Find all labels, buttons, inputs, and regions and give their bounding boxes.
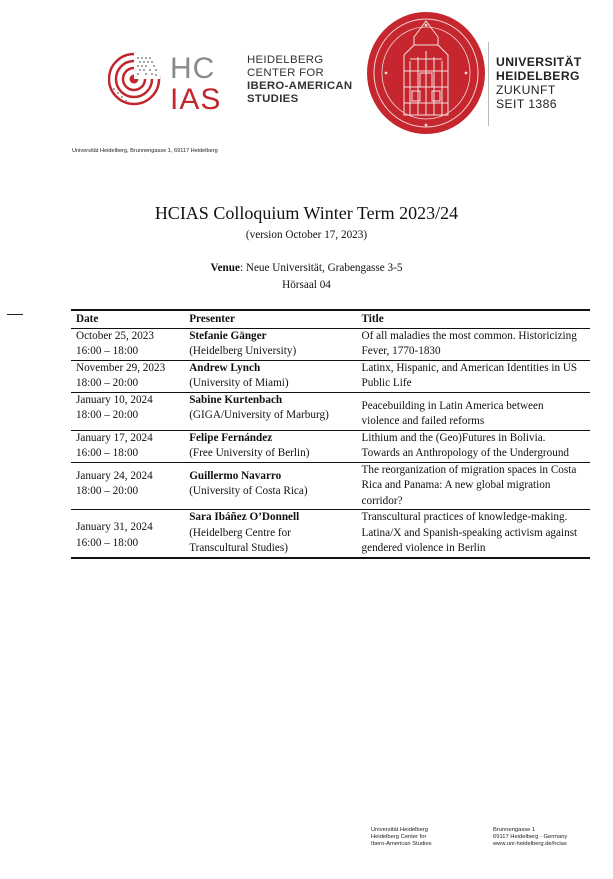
talk-title: Peacebuilding in Latin America between: [361, 399, 544, 412]
table-row: [71, 462, 590, 510]
footer-line: Heidelberg Center for: [371, 834, 427, 840]
table-header-row: [71, 310, 590, 328]
presenter-cell: [184, 462, 356, 510]
talk-title: Lithium and the (Geo)Futures in Bolivia.: [361, 431, 546, 444]
footer-address: [493, 827, 567, 848]
hcias-name-line: STUDIES: [247, 93, 299, 105]
presenter-affiliation: (University of Miami): [189, 377, 289, 389]
talk-title: corridor?: [361, 494, 403, 507]
talk-title: Fever, 1770-1830: [361, 345, 441, 357]
time: 16:00 – 18:00: [76, 447, 139, 459]
presenter-affiliation: (GIGA/University of Marburg): [189, 409, 329, 421]
presenter-cell: [184, 510, 356, 558]
presenter-affiliation: (Free University of Berlin): [189, 447, 310, 459]
talk-title: Transcultural practices of knowledge-making.: [361, 511, 568, 523]
time: 18:00 – 20:00: [76, 377, 139, 389]
footer-line: Brunnengasse 1: [493, 827, 536, 833]
title-cell: [357, 462, 590, 510]
presenter-cell: [184, 328, 356, 360]
presenter-affiliation: (University of Costa Rica): [189, 485, 308, 497]
talk-title: Public Life: [361, 377, 412, 389]
time: 18:00 – 20:00: [76, 485, 139, 497]
presenter-name: Guillermo Navarro: [189, 469, 282, 482]
hcias-logo-ias: IAS: [170, 83, 222, 113]
university-seal-icon: [366, 11, 486, 135]
date-cell: [71, 360, 184, 392]
version-note: (version October 17, 2023): [245, 229, 368, 241]
title-cell: [357, 392, 590, 430]
schedule-table: [71, 309, 590, 559]
date-cell: [71, 462, 184, 510]
presenter-name: Andrew Lynch: [189, 361, 261, 374]
presenter-affiliation: Transcultural Studies): [189, 542, 288, 554]
fold-mark: [7, 314, 23, 315]
date-cell: [71, 392, 184, 430]
presenter-name: Felipe Fernández: [189, 431, 273, 444]
column-header-date: Date: [71, 310, 184, 328]
presenter-affiliation: (Heidelberg Centre for: [189, 526, 291, 539]
column-header-presenter: Presenter: [184, 310, 356, 328]
talk-title: violence and failed reforms: [361, 415, 485, 427]
presenter-cell: [184, 430, 356, 462]
venue-value: : Neue Universität, Grabengasse 3-5: [239, 262, 403, 274]
date: January 10, 2024: [76, 393, 153, 406]
footer-line: Universität Heidelberg: [371, 827, 429, 833]
time: 16:00 – 18:00: [76, 345, 139, 357]
hcias-name-line: IBERO-AMERICAN: [247, 80, 353, 92]
time: 18:00 – 20:00: [76, 409, 139, 421]
title-cell: [357, 430, 590, 462]
talk-title: gendered violence in Berlin: [361, 542, 486, 554]
sender-address: Universität Heidelberg, Brunnengasse 1, 69117 Heidelberg: [72, 148, 218, 154]
footer-line: Ibero-American Studies: [371, 841, 432, 847]
talk-title: Rica and Panama: A new global migration: [361, 479, 551, 491]
date: October 25, 2023: [76, 329, 154, 342]
table-row: [71, 328, 590, 360]
title-cell: [357, 360, 590, 392]
date: November 29, 2023: [76, 361, 166, 374]
footer-website-link[interactable]: www.uni-heidelberg.de/hcias: [493, 841, 567, 847]
hcias-name-line: HEIDELBERG: [247, 54, 324, 66]
table-row: [71, 510, 590, 558]
title-cell: [357, 328, 590, 360]
talk-title: Latina/X and Spanish-speaking activism against: [361, 526, 578, 539]
university-name-line: SEIT 1386: [496, 97, 557, 111]
venue-label: Venue: [210, 262, 240, 274]
document-title: HCIAS Colloquium Winter Term 2023/24: [154, 203, 459, 223]
time: 16:00 – 18:00: [76, 536, 139, 549]
date-cell: [71, 510, 184, 558]
talk-title: The reorganization of migration spaces in Costa: [361, 463, 577, 476]
date: January 31, 2024: [76, 521, 153, 533]
university-name: [496, 55, 582, 111]
presenter-name: Stefanie Gänger: [189, 329, 267, 342]
date: January 17, 2024: [76, 431, 153, 444]
footer-line: 69117 Heidelberg · Germany: [493, 834, 568, 840]
hcias-name-line: CENTER FOR: [247, 67, 325, 79]
footer-institution: [371, 827, 432, 848]
hcias-logo: [108, 45, 236, 113]
talk-title: Towards an Anthropology of the Underground: [361, 447, 570, 459]
university-name-line: ZUKUNFT: [496, 83, 556, 97]
date-cell: [71, 430, 184, 462]
presenter-affiliation: (Heidelberg University): [189, 345, 297, 357]
date-cell: [71, 328, 184, 360]
hcias-logo-hc: HC: [170, 52, 216, 85]
venue-line: [0, 262, 613, 274]
column-header-title: Title: [357, 310, 590, 328]
title-cell: [357, 510, 590, 558]
table-row: [71, 430, 590, 462]
university-name-line: HEIDELBERG: [496, 69, 580, 83]
table-row: [71, 392, 590, 430]
presenter-name: Sara Ibáñez O’Donnell: [189, 511, 300, 523]
talk-title: Of all maladies the most common. Historicizing: [361, 329, 577, 342]
university-name-line: UNIVERSITÄT: [496, 55, 582, 69]
hcias-logo-mark-icon: [109, 53, 160, 104]
table-row: [71, 360, 590, 392]
hcias-name: [247, 54, 352, 106]
talk-title: Latinx, Hispanic, and American Identities in US: [361, 361, 578, 374]
presenter-name: Sabine Kurtenbach: [189, 393, 283, 406]
room-line: Hörsaal 04: [282, 279, 331, 291]
header-divider: [488, 42, 489, 126]
date: January 24, 2024: [76, 469, 153, 482]
presenter-cell: [184, 360, 356, 392]
presenter-cell: [184, 392, 356, 430]
